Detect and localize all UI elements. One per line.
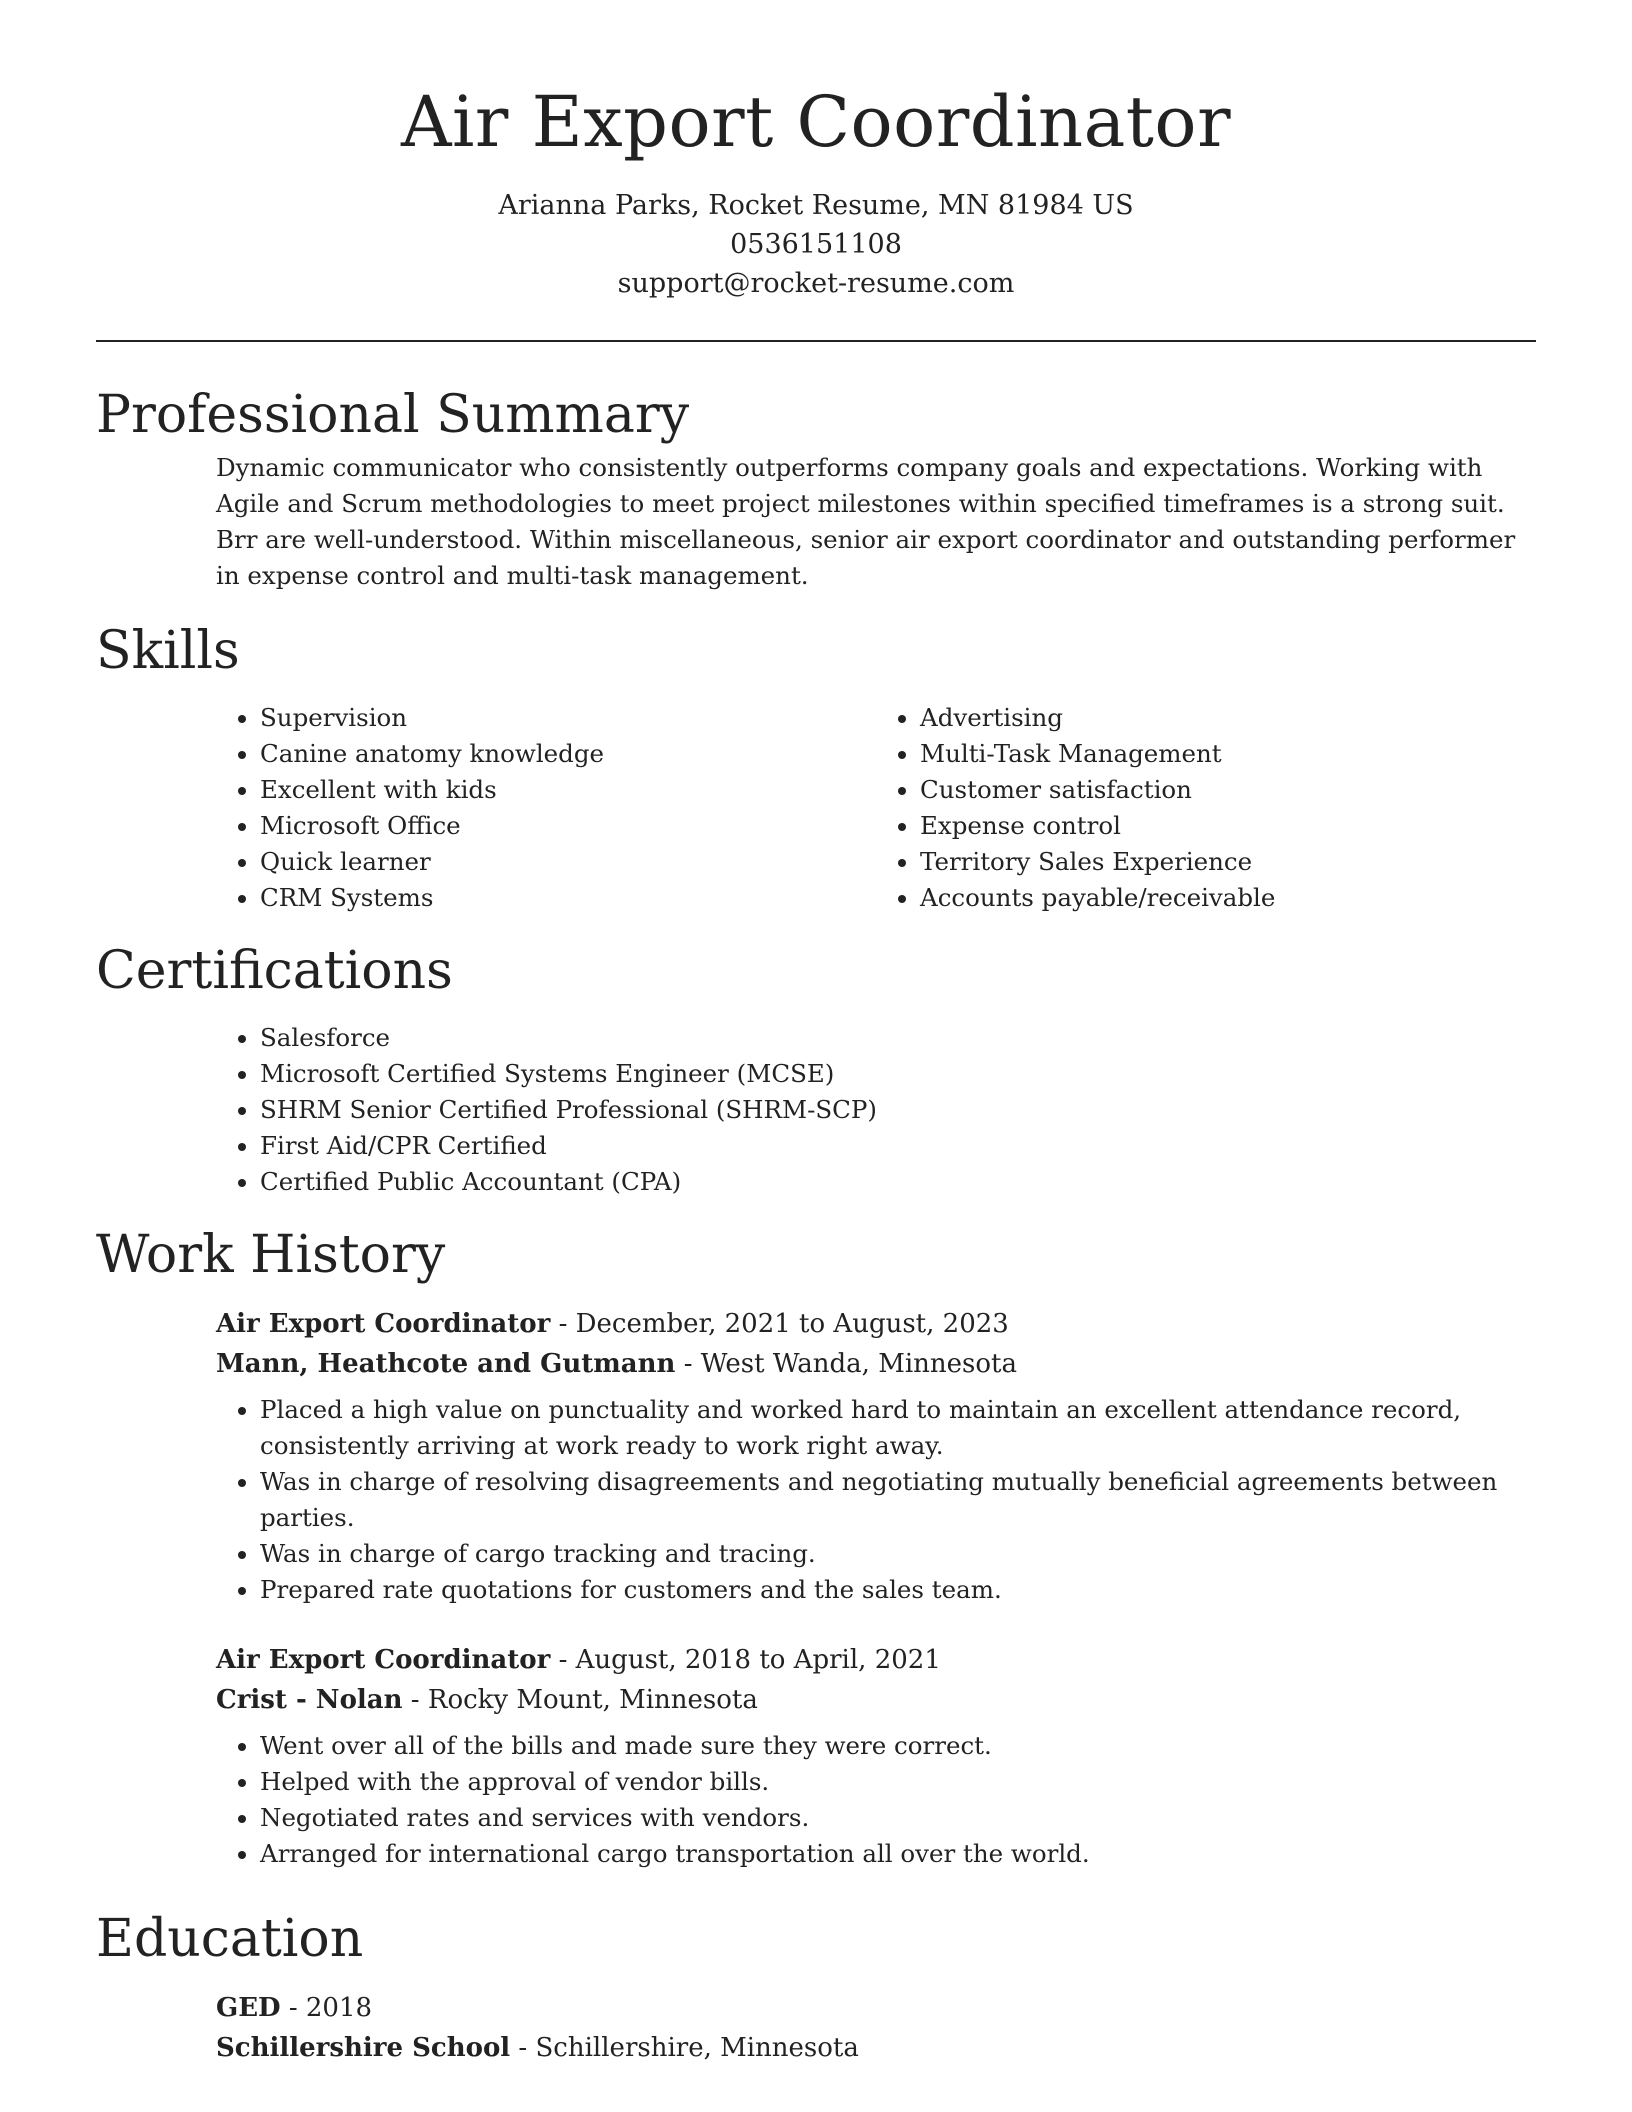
list-item: • Salesforce	[260, 1020, 1536, 1056]
list-item: • Was in charge of resolving disagreements and negotiating mutually beneficial agreements between parties.	[260, 1464, 1536, 1536]
skills-list-left	[216, 700, 876, 916]
skills-section	[96, 616, 1536, 916]
list-item: • Microsoft Office	[260, 808, 876, 844]
job-location: - West Wanda, Minnesota	[675, 1349, 1017, 1379]
skills-heading: Skills	[96, 621, 240, 681]
summary-text: Dynamic communicator who consistently outperforms company goals and expectations. Working with Agile and Scrum methodologies to meet project milestones within specified timeframes is a strong suit. Brr are well-understood. Within miscellaneous, senior air export coordinator and outstanding performer in expense control and multi-task management.	[216, 453, 1516, 590]
education-school-line	[216, 2028, 1536, 2068]
work-history-heading: Work History	[96, 1225, 446, 1285]
list-item: • First Aid/CPR Certified	[260, 1128, 1536, 1164]
work-history-section	[96, 1220, 1536, 1872]
list-item: • Prepared rate quotations for customers and the sales team.	[260, 1572, 1536, 1608]
certifications-heading: Certifications	[96, 941, 453, 1001]
list-item: • Helped with the approval of vendor bills.	[260, 1764, 1536, 1800]
job-company: Crist - Nolan	[216, 1685, 403, 1715]
job-bullets	[216, 1392, 1536, 1608]
list-item: • SHRM Senior Certified Professional (SHRM-SCP)	[260, 1092, 1536, 1128]
email: support@rocket-resume.com	[617, 268, 1015, 299]
phone: 0536151108	[730, 229, 902, 260]
list-item: • Territory Sales Experience	[920, 844, 1536, 880]
education-year: - 2018	[280, 1993, 373, 2023]
address: Arianna Parks, Rocket Resume, MN 81984 US	[498, 190, 1134, 221]
contact-info	[0, 186, 1632, 303]
education-heading: Education	[96, 1909, 364, 1969]
list-item: • Arranged for international cargo transportation all over the world.	[260, 1836, 1536, 1872]
summary-section	[96, 380, 1536, 594]
list-item: • Negotiated rates and services with vendors.	[260, 1800, 1536, 1836]
job-company: Mann, Heathcote and Gutmann	[216, 1349, 676, 1379]
job-company-line	[216, 1344, 1536, 1384]
job-company-line	[216, 1680, 1536, 1720]
header-divider	[96, 340, 1536, 342]
job-title: Air Export Coordinator	[216, 1309, 551, 1339]
list-item: • Multi-Task Management	[920, 736, 1536, 772]
list-item: • Went over all of the bills and made sure they were correct.	[260, 1728, 1536, 1764]
list-item: • Advertising	[920, 700, 1536, 736]
job-bullets	[216, 1728, 1536, 1872]
job-location: - Rocky Mount, Minnesota	[402, 1685, 758, 1715]
list-item: • Expense control	[920, 808, 1536, 844]
job-entry	[216, 1304, 1536, 1608]
resume-title: Air Export Coordinator	[400, 81, 1232, 163]
list-item: • Certified Public Accountant (CPA)	[260, 1164, 1536, 1200]
job-title: Air Export Coordinator	[216, 1645, 551, 1675]
job-entry	[216, 1640, 1536, 1872]
summary-heading: Professional Summary	[96, 385, 690, 445]
education-location: - Schillershire, Minnesota	[510, 2033, 859, 2063]
list-item: • Was in charge of cargo tracking and tracing.	[260, 1536, 1536, 1572]
list-item: • Excellent with kids	[260, 772, 876, 808]
job-title-line	[216, 1304, 1536, 1344]
job-dates: - August, 2018 to April, 2021	[550, 1645, 941, 1675]
list-item: • Accounts payable/receivable	[920, 880, 1536, 916]
education-school: Schillershire School	[216, 2033, 511, 2063]
job-dates: - December, 2021 to August, 2023	[550, 1309, 1009, 1339]
list-item: • Placed a high value on punctuality and worked hard to maintain an excellent attendance record, consistently arriving at work ready to work right away.	[260, 1392, 1536, 1464]
resume-header	[0, 80, 1632, 303]
skills-list-right	[876, 700, 1536, 916]
certifications-section	[96, 936, 1536, 1200]
list-item: • Canine anatomy knowledge	[260, 736, 876, 772]
list-item: • CRM Systems	[260, 880, 876, 916]
education-degree-line	[216, 1988, 1536, 2028]
list-item: • Quick learner	[260, 844, 876, 880]
list-item: • Supervision	[260, 700, 876, 736]
resume-body	[96, 380, 1536, 2068]
education-section	[96, 1904, 1536, 2068]
list-item: • Microsoft Certified Systems Engineer (MCSE)	[260, 1056, 1536, 1092]
education-degree: GED	[216, 1993, 281, 2023]
job-title-line	[216, 1640, 1536, 1680]
list-item: • Customer satisfaction	[920, 772, 1536, 808]
certifications-list	[216, 1020, 1536, 1200]
